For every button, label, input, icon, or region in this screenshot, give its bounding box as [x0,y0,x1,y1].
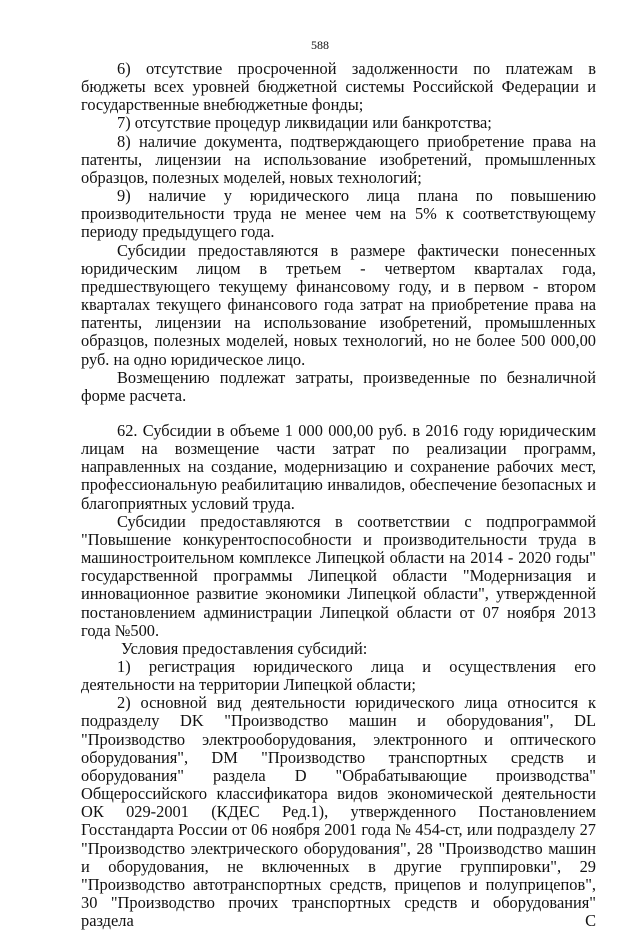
paragraph-subprogram: Субсидии предоставляются в соответствии с подпрограммой "Повышение конкурентоспособности и производительности труда в машиностроительном комплексе Липецкой области на 2014 - 2020 годы" государственной программы Липецкой области "Модернизация и инновационное развитие экономики Липецкой области", утвержденной постановлением администрации Липецкой области от 07 ноября 2013 года №500. [81,511,596,640]
paragraph-condition-2: 2) основной вид деятельности юридического лица относится к подразделу DK "Производство машин и оборудования", DL "Производство электрооборудования, электронного и оптического оборудования", DM "Производство транспортных средств и оборудования" раздела D "Обрабатывающие производства" Общероссийского классификатора видов экономической деятельности ОК 029-2001 (КДЕС Ред.1), утвержденного Постановлением Госстандарта России от 06 ноября 2001 года № 454-ст, или подразделу 27 "Производство электрического оборудования", 28 "Производство машин и оборудования, не включенных в другие группировки", 29 "Производство автотранспортных средств, прицепов и полуприцепов", 30 "Производство прочих транспортных средств и оборудования" раздела C [81,693,596,930]
paragraph-subsidy-amount: Субсидии предоставляются в размере фактически понесенных юридическим лицом в третьем - четвертом кварталах года, предшествующего текущему финансовому году, и в первом - втором кварталах текущего финансового года затрат на приобретение права на патенты, лицензии на использование изобретений, промышленных образцов, полезных моделей, новых технологий, но не более 500 000,00 руб. на одно юридическое лицо. [81,240,596,369]
page-number: 588 [311,38,329,52]
paragraph-condition-7: 7) отсутствие процедур ликвидации или банкротства; [117,113,492,133]
paragraph-reimbursement: Возмещению подлежат затраты, произведенные по безналичной форме расчета. [81,367,596,405]
paragraph-condition-1: 1) регистрация юридического лица и осуществления его деятельности на территории Липецкой области; [81,657,596,695]
paragraph-condition-8: 8) наличие документа, подтверждающего приобретение права на патенты, лицензии на использование изобретений, промышленных образцов, полезных моделей, новых технологий; [81,131,596,187]
paragraph-condition-9: 9) наличие у юридического лица плана по повышению производительности труда не менее чем на 5% к соответствующему периоду предыдущего года. [81,186,596,242]
paragraph-item-62: 62. Субсидии в объеме 1 000 000,00 руб. в 2016 году юридическим лицам на возмещение части затрат по реализации программ, направленных на создание, модернизацию и сохранение рабочих мест, профессиональную реабилитацию инвалидов, обеспечение безопасных и благоприятных условий труда. [81,420,596,513]
paragraph-condition-6: 6) отсутствие просроченной задолженности по платежам в бюджеты всех уровней бюджетной системы Российской Федерации и государственные внебюджетные фонды; [81,59,596,115]
paragraph-conditions-heading: Условия предоставления субсидий: [121,638,368,658]
document-body [81,60,596,930]
